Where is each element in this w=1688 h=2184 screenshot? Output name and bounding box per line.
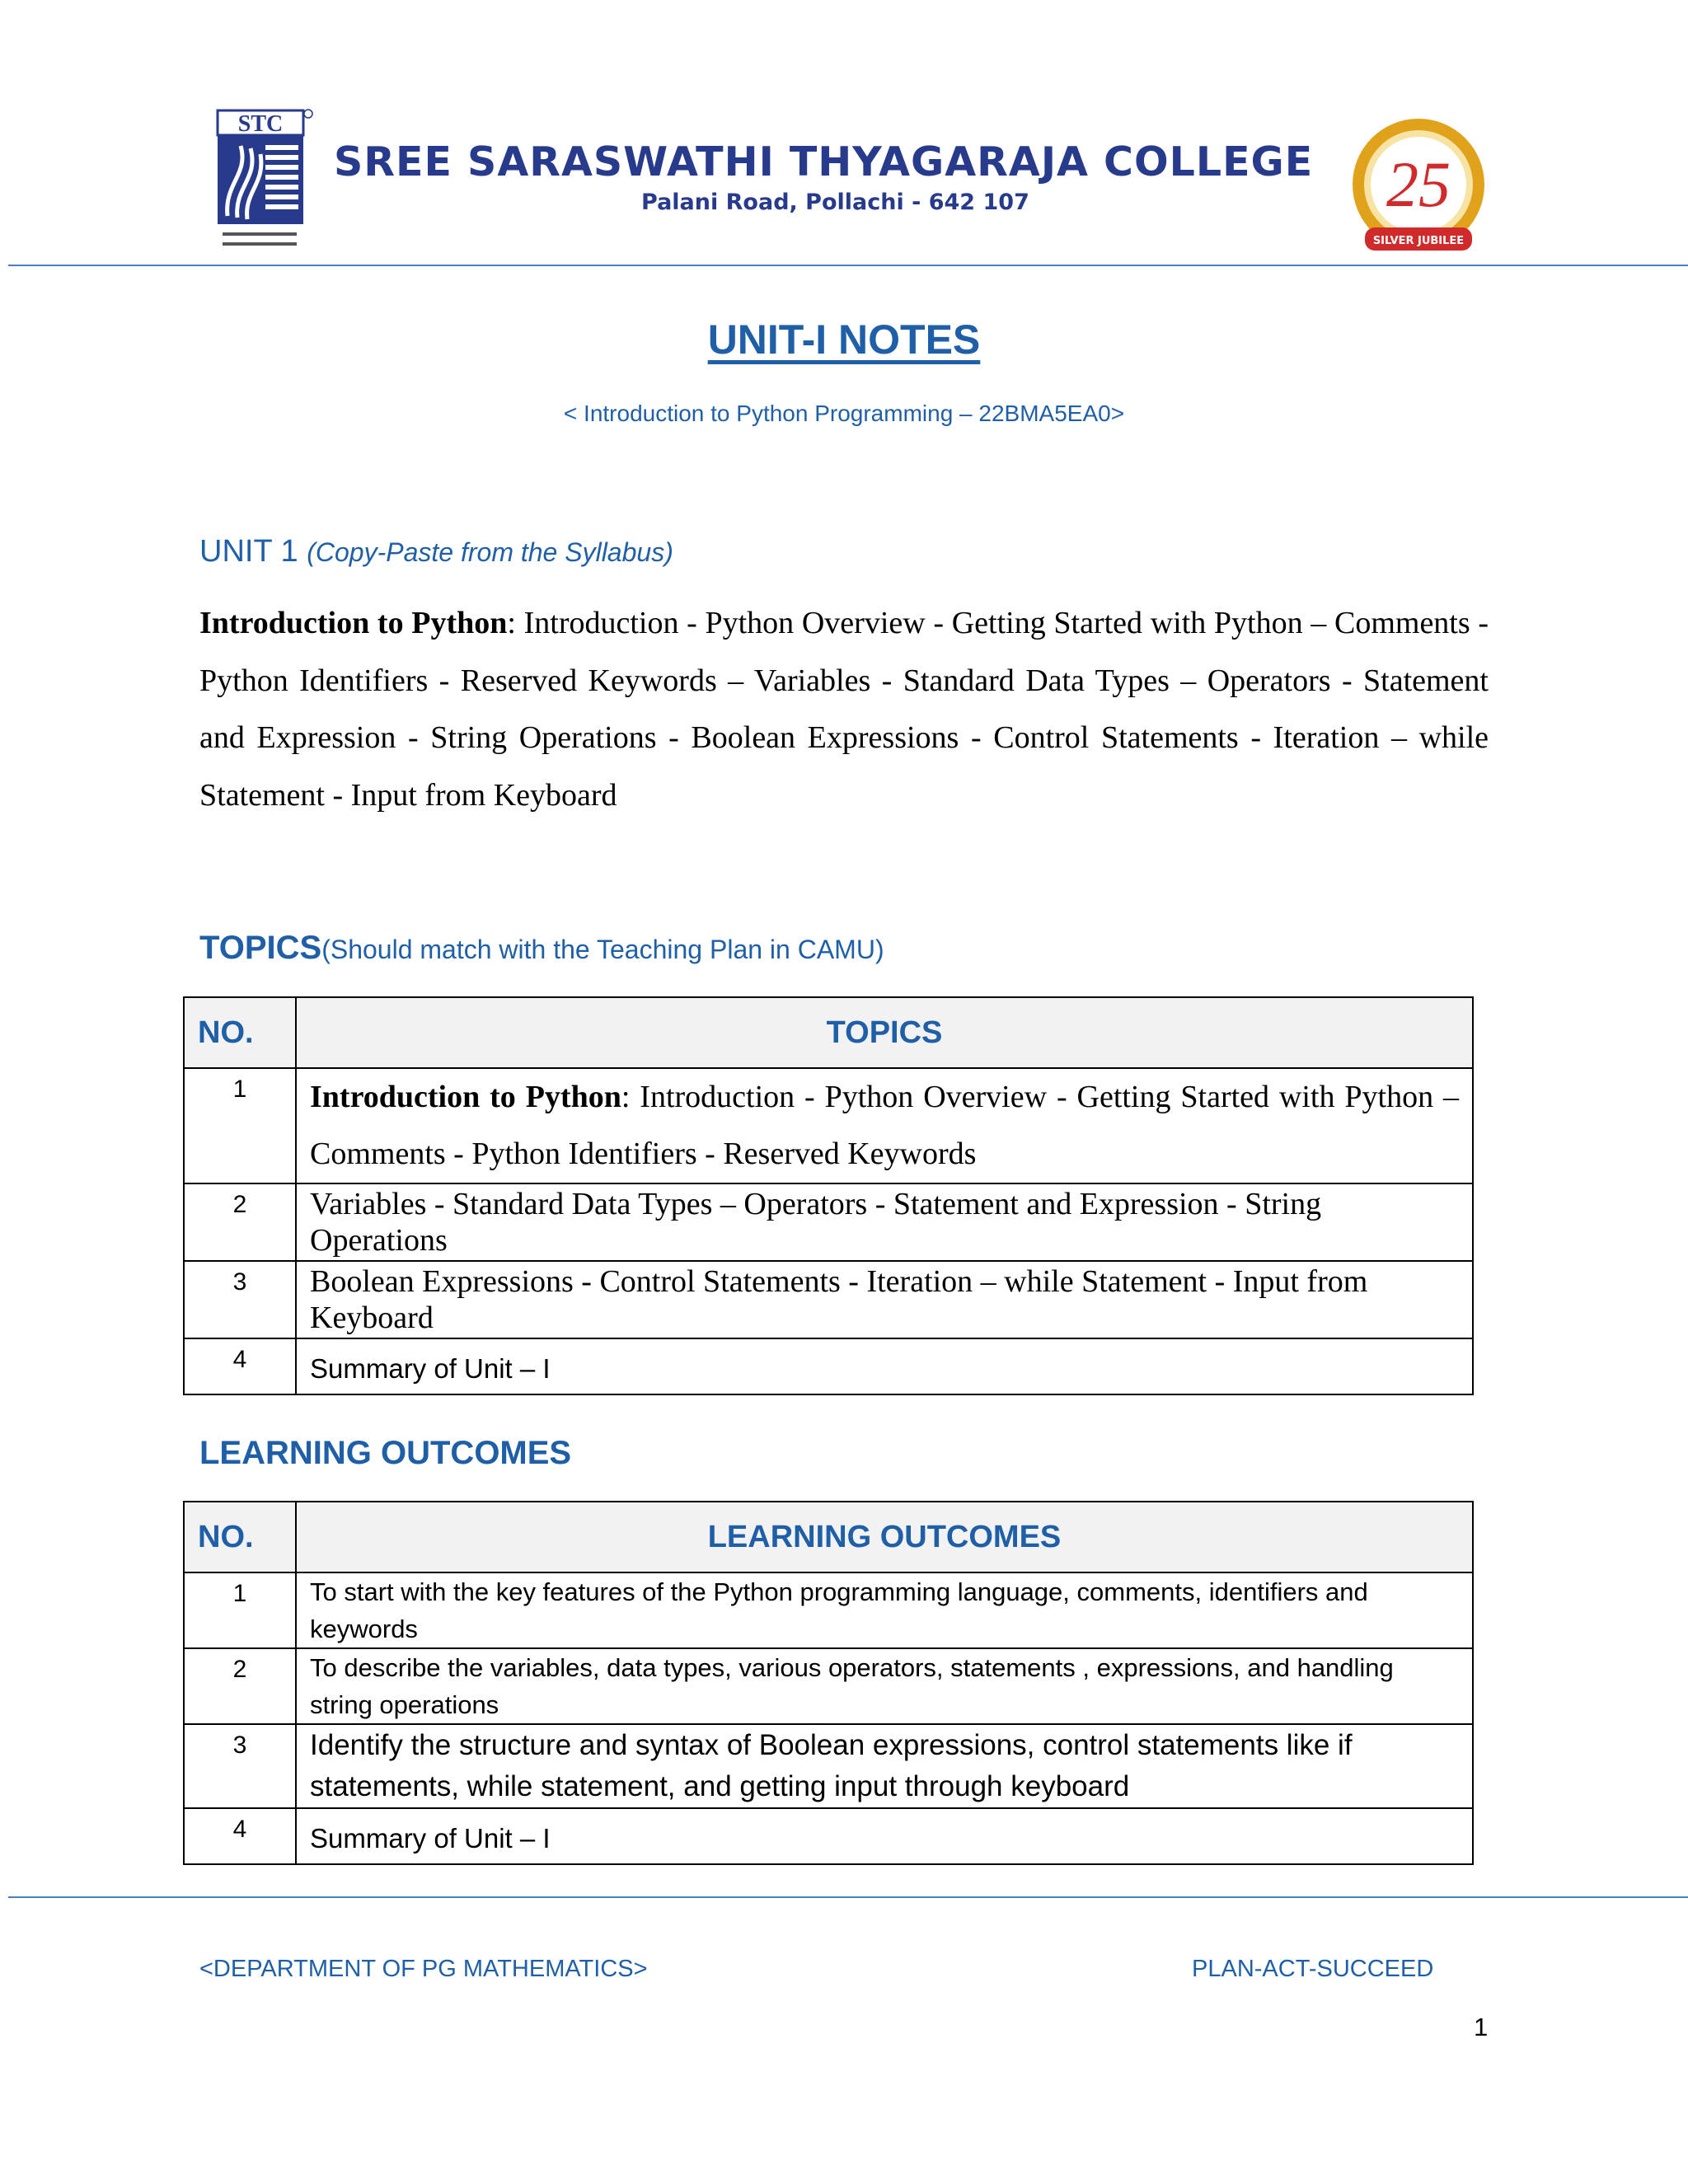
row-text: Summary of Unit – I [296, 1338, 1473, 1394]
row-text: Boolean Expressions - Control Statements - Iteration – while Statement - Input from Keyboard [296, 1261, 1473, 1338]
outcomes-header-row [184, 1502, 1473, 1572]
row-number: 3 [184, 1724, 296, 1808]
header-rule [8, 265, 1688, 266]
row-text: Identify the structure and syntax of Boolean expressions, control statements like if statements, while statement, and getting input through keyboard [296, 1724, 1473, 1808]
row-number: 2 [184, 1648, 296, 1724]
logo-text: STC [237, 111, 284, 137]
topics-note: (Should match with the Teaching Plan in CAMU) [321, 935, 884, 964]
college-logo [216, 109, 313, 265]
row-number: 1 [184, 1572, 296, 1648]
table-row [184, 1068, 1473, 1183]
table-row [184, 1183, 1473, 1261]
topics-heading [199, 930, 884, 967]
topics-col-topics: TOPICS [296, 997, 1473, 1068]
row-number: 4 [184, 1338, 296, 1394]
page-title: UNIT-I NOTES [707, 316, 981, 363]
table-row [184, 1338, 1473, 1394]
footer-department: <DEPARTMENT OF PG MATHEMATICS> [199, 1956, 648, 1982]
row-bold: Introduction to Python [310, 1080, 621, 1114]
seal-number: 25 [1386, 148, 1451, 220]
row-text [296, 1068, 1473, 1183]
row-number: 3 [184, 1261, 296, 1338]
unit-note: (Copy-Paste from the Syllabus) [307, 537, 673, 567]
syllabus-text [199, 595, 1489, 824]
row-number: 1 [184, 1068, 296, 1183]
silver-jubilee-seal [1342, 114, 1495, 259]
row-text: Summary of Unit – I [296, 1808, 1473, 1864]
outcomes-heading [199, 1435, 571, 1472]
outcomes-col-no: NO. [184, 1502, 296, 1572]
outcomes-col-outcomes: LEARNING OUTCOMES [296, 1502, 1473, 1572]
row-number: 4 [184, 1808, 296, 1864]
syllabus-bold: Introduction to Python [199, 606, 508, 640]
table-row [184, 1808, 1473, 1864]
syllabus-body: : Introduction - Python Overview - Getting Started with Python – Comments - Python Identifiers - Reserved Keywords – Variables - Standard Data Types – Operators - Statement and Expression - String Operations - Boolean Expressions - Control Statements - Iteration – while Statement - Input from Keyboard [199, 606, 1489, 813]
table-row [184, 1572, 1473, 1648]
page-number: 1 [1474, 2013, 1489, 2041]
topics-header-row [184, 997, 1473, 1068]
footer-rule [8, 1896, 1688, 1898]
seal-caption: SILVER JUBILEE [1372, 235, 1465, 247]
topics-col-no: NO. [184, 997, 296, 1068]
footer-motto: PLAN-ACT-SUCCEED [1192, 1956, 1434, 1982]
topics-title: TOPICS [199, 930, 322, 966]
course-subtitle: < Introduction to Python Programming – 22BMA5EA0> [563, 401, 1125, 426]
table-row [184, 1648, 1473, 1724]
unit-heading [199, 534, 673, 569]
college-address: Palani Road, Pollachi - 642 107 [641, 190, 1029, 215]
college-name: SREE SARASWATHI THYAGARAJA COLLEGE [334, 138, 1314, 185]
row-text: Variables - Standard Data Types – Operators - Statement and Expression - String Operations [296, 1183, 1473, 1261]
outcomes-title: LEARNING OUTCOMES [199, 1435, 572, 1471]
row-number: 2 [184, 1183, 296, 1261]
row-body: : Introduction - Python Overview - Getting Started with Python – Comments - Python Identifiers - Reserved Keywords [310, 1080, 1459, 1171]
row-text: To describe the variables, data types, various operators, statements , expressions, and handling string operations [296, 1648, 1473, 1724]
topics-table [183, 996, 1474, 1395]
unit-label: UNIT 1 [199, 534, 298, 569]
row-text: To start with the key features of the Python programming language, comments, identifiers and keywords [296, 1572, 1473, 1648]
table-row [184, 1261, 1473, 1338]
outcomes-table [183, 1501, 1474, 1865]
table-row [184, 1724, 1473, 1808]
